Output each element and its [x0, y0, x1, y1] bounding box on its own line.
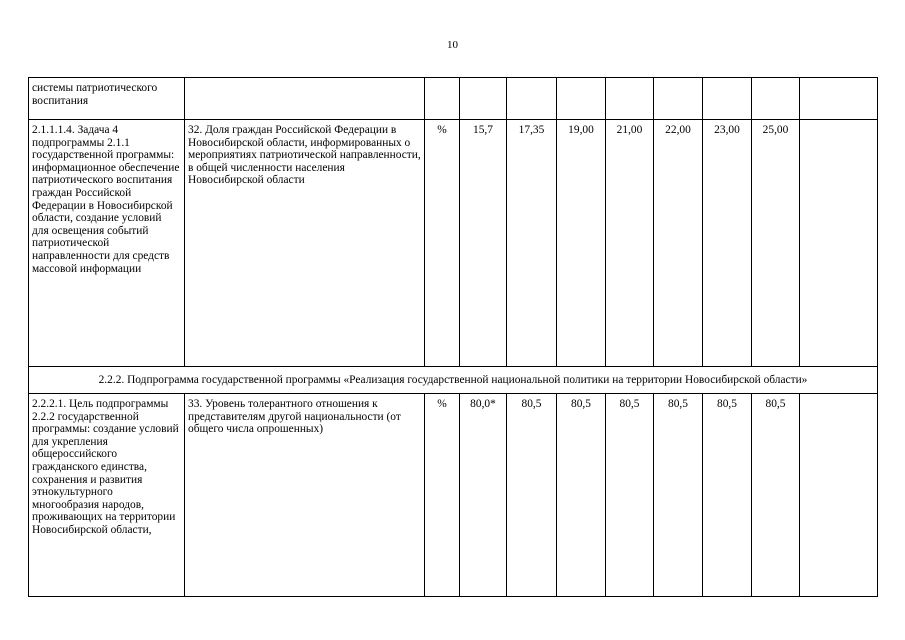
goal-task-cell: 2.2.2.1. Цель подпрограммы 2.2.2 государственной программы: создание условий для укрепления общероссийского гражданского единства, сохранения и развития этнокультурного многообразия народов, проживающих на территории Новосибирской области,	[29, 394, 185, 597]
value-cell: 80,5	[703, 394, 752, 597]
value-cell: 25,00	[752, 120, 800, 367]
indicators-table	[28, 77, 878, 597]
value-cell: 23,00	[703, 120, 752, 367]
value-cell: 21,00	[606, 120, 654, 367]
value-cell: 80,5	[654, 394, 703, 597]
value-cell	[752, 78, 800, 120]
unit-cell: %	[425, 120, 460, 367]
indicator-cell: 33. Уровень толерантного отношения к представителям другой национальности (от общего числа опрошенных)	[185, 394, 425, 597]
goal-task-cell: 2.1.1.1.4. Задача 4 подпрограммы 2.1.1 государственной программы: информационное обеспечение патриотического воспитания граждан Российской Федерации в Новосибирской области, создание условий для освещения событий патриотической направленности для средств массовой информации	[29, 120, 185, 367]
note-cell	[800, 120, 878, 367]
value-cell	[507, 78, 557, 120]
value-cell: 15,7	[460, 120, 507, 367]
value-cell	[606, 78, 654, 120]
indicator-cell: 32. Доля граждан Российской Федерации в Новосибирской области, информированных о мероприятиях патриотической направленности, в общей численности населения Новосибирской области	[185, 120, 425, 367]
value-cell: 80,5	[507, 394, 557, 597]
value-cell: 80,0*	[460, 394, 507, 597]
table-row	[29, 120, 878, 367]
value-cell	[557, 78, 606, 120]
section-row	[29, 367, 878, 394]
value-cell: 17,35	[507, 120, 557, 367]
goal-task-cell: системы патриотического воспитания	[29, 78, 185, 120]
section-header: 2.2.2. Подпрограмма государственной программы «Реализация государственной национальной политики на территории Новосибирской области»	[29, 367, 878, 394]
value-cell: 22,00	[654, 120, 703, 367]
value-cell: 80,5	[557, 394, 606, 597]
table-row	[29, 394, 878, 597]
value-cell	[460, 78, 507, 120]
value-cell	[703, 78, 752, 120]
value-cell: 19,00	[557, 120, 606, 367]
unit-cell: %	[425, 394, 460, 597]
page-number: 10	[447, 39, 458, 51]
table-row	[29, 78, 878, 120]
note-cell	[800, 394, 878, 597]
indicator-cell	[185, 78, 425, 120]
value-cell: 80,5	[752, 394, 800, 597]
unit-cell	[425, 78, 460, 120]
value-cell: 80,5	[606, 394, 654, 597]
note-cell	[800, 78, 878, 120]
value-cell	[654, 78, 703, 120]
